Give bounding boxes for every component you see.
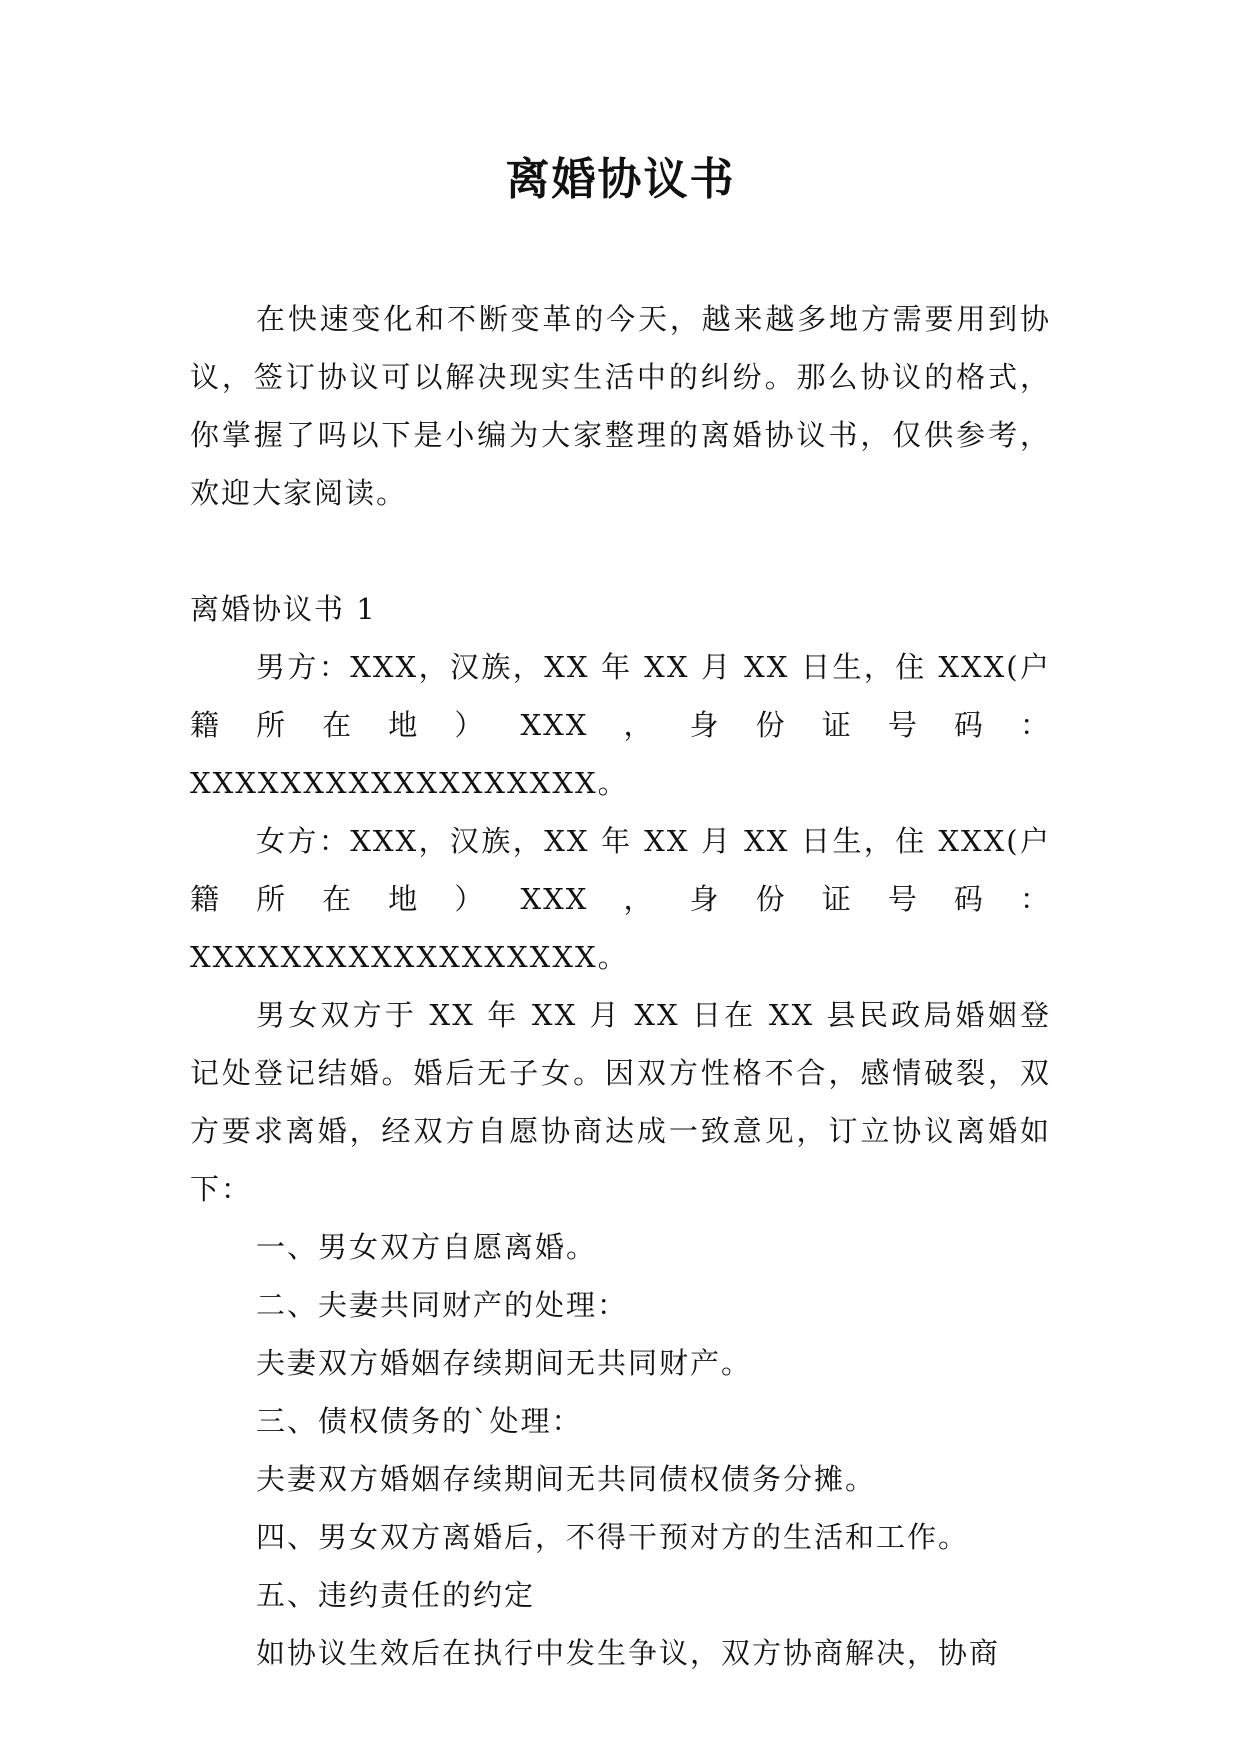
clause-2-detail: 夫妻双方婚姻存续期间无共同财产。 (256, 1346, 753, 1380)
clause-3-detail: 夫妻双方婚姻存续期间无共同债权债务分摊。 (256, 1462, 877, 1496)
marriage-info-paragraph: 男女双方于 XX 年 XX 月 XX 日在 XX 县民政局婚姻登记处登记结婚。婚后无子女。因双方性格不合，感情破裂，双方要求离婚，经双方自愿协商达成一致意见，订立协议离婚如下： (190, 998, 1051, 1206)
document-title: 离婚协议书 (505, 154, 736, 205)
section-heading: 离婚协议书 1 (190, 592, 377, 626)
document-body (190, 290, 1051, 1682)
party-female-paragraph: 女方：XXX，汉族，XX 年 XX 月 XX 日生，住 XXX(户籍所在地）XXX，身份证号码：XXXXXXXXXXXXXXXXXX。 (190, 824, 1051, 974)
clause-2-heading: 二、夫妻共同财产的处理： (256, 1288, 629, 1322)
clause-5-heading: 五、违约责任的约定 (256, 1578, 536, 1612)
clause-5-detail: 如协议生效后在执行中发生争议，双方协商解决，协商 (256, 1636, 1001, 1670)
clause-3-heading: 三、债权债务的`处理： (256, 1404, 583, 1438)
clause-4: 四、男女双方离婚后，不得干预对方的生活和工作。 (256, 1520, 970, 1554)
clause-1: 一、男女双方自愿离婚。 (256, 1230, 598, 1264)
intro-paragraph: 在快速变化和不断变革的今天，越来越多地方需要用到协议，签订协议可以解决现实生活中的纠纷。那么协议的格式，你掌握了吗以下是小编为大家整理的离婚协议书，仅供参考，欢迎大家阅读。 (190, 302, 1051, 510)
party-male-paragraph: 男方：XXX，汉族，XX 年 XX 月 XX 日生，住 XXX(户籍所在地）XXX，身份证号码：XXXXXXXXXXXXXXXXXX。 (190, 650, 1051, 800)
